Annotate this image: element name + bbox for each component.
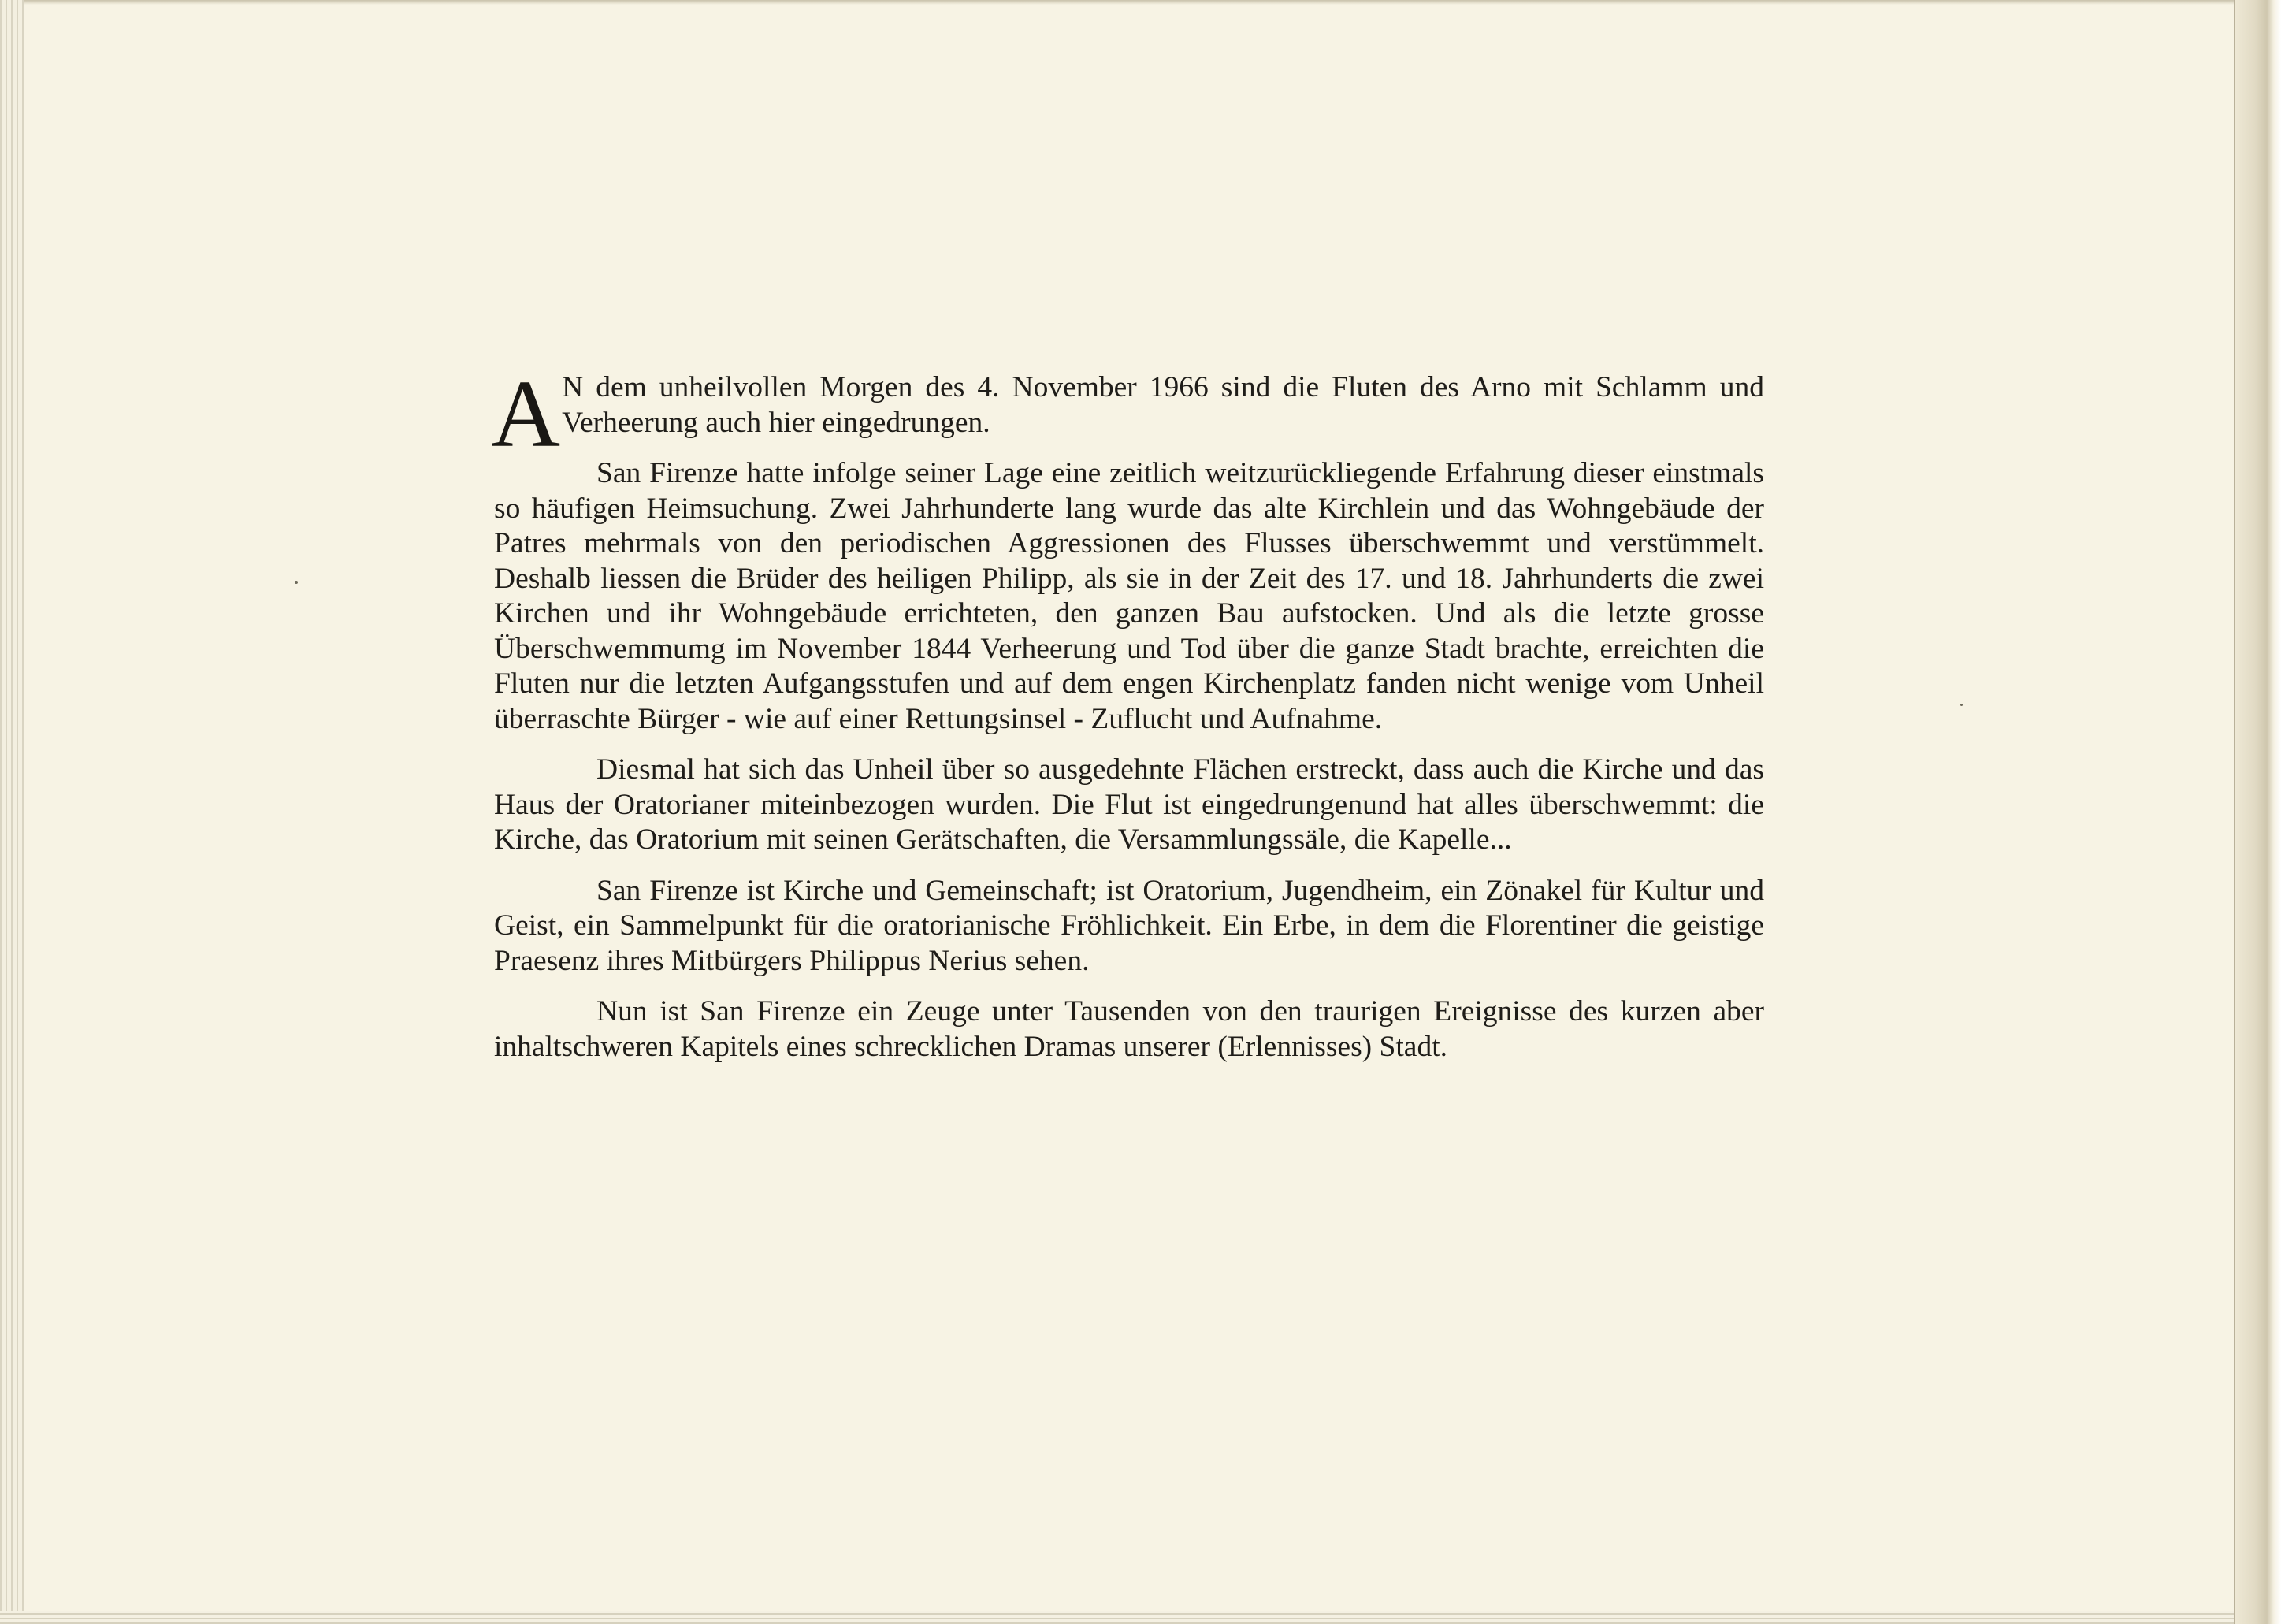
paragraph-4: San Firenze ist Kirche und Gemeinschaft; ist Oratorium, Jugendheim, ein Zönakel für Kultur und Geist, ein Sammelpunkt für die oratorianische Fröhlichkeit. Ein Erbe, in dem die Florentiner die geistige Praesenz ihres Mitbürgers Philippus Nerius sehen. <box>494 874 1764 977</box>
paper-speck <box>1960 704 1963 706</box>
page-fold-line <box>2234 0 2235 1624</box>
paragraph-1-text: N dem unheilvollen Morgen des 4. November 1966 sind die Fluten des Arno mit Schlamm und Verheerung auch hier eingedrungen. <box>562 371 1764 439</box>
page-stack-left-edge <box>0 0 24 1624</box>
page-stack-bottom-edge <box>0 1611 2281 1624</box>
page-curl-right-edge <box>2234 0 2281 1624</box>
page-top-edge <box>0 0 2281 5</box>
drop-cap-letter: A <box>491 361 561 467</box>
paragraph-5: Nun ist San Firenze ein Zeuge unter Tausenden von den traurigen Ereignisse des kurzen aber inhaltschweren Kapitels eines schrecklichen Dramas unserer (Erlennisses) Stadt. <box>494 995 1764 1063</box>
paragraph-1 <box>491 361 1764 467</box>
paragraph-2: San Firenze hatte infolge seiner Lage eine zeitlich weitzurückliegende Erfahrung dieser einstmals so häufigen Heimsuchung. Zwei Jahrhunderte lang wurde das alte Kirchlein und das Wohngebäude der Patres mehrmals von den periodischen Aggressionen des Flusses überschwemmt und verstümmelt. Deshalb liessen die Brüder des heiligen Philipp, als sie in der Zeit des 17. und 18. Jahrhunderts die zwei Kirchen und ihr Wohngebäude errichteten, den ganzen Bau aufstocken. Und als die letzte grosse Überschwemmumg im November 1844 Verheerung und Tod über die ganze Stadt brachte, erreichten die Fluten nur die letzten Aufgangsstufen und auf dem engen Kirchenplatz fanden nicht wenige vom Unheil überraschte Bürger - wie auf einer Rettungsinsel - Zuflucht und Aufnahme. <box>494 457 1764 735</box>
paper-speck <box>295 581 298 584</box>
body-text <box>491 361 1764 1080</box>
paragraph-3: Diesmal hat sich das Unheil über so ausgedehnte Flächen erstreckt, dass auch die Kirche und das Haus der Oratorianer miteinbezogen wurden. Die Flut ist eingedrungenund hat alles überschwemmt: die Kirche, das Oratorium mit seinen Gerätschaften, die Versammlungssäle, die Kapelle... <box>494 753 1764 856</box>
